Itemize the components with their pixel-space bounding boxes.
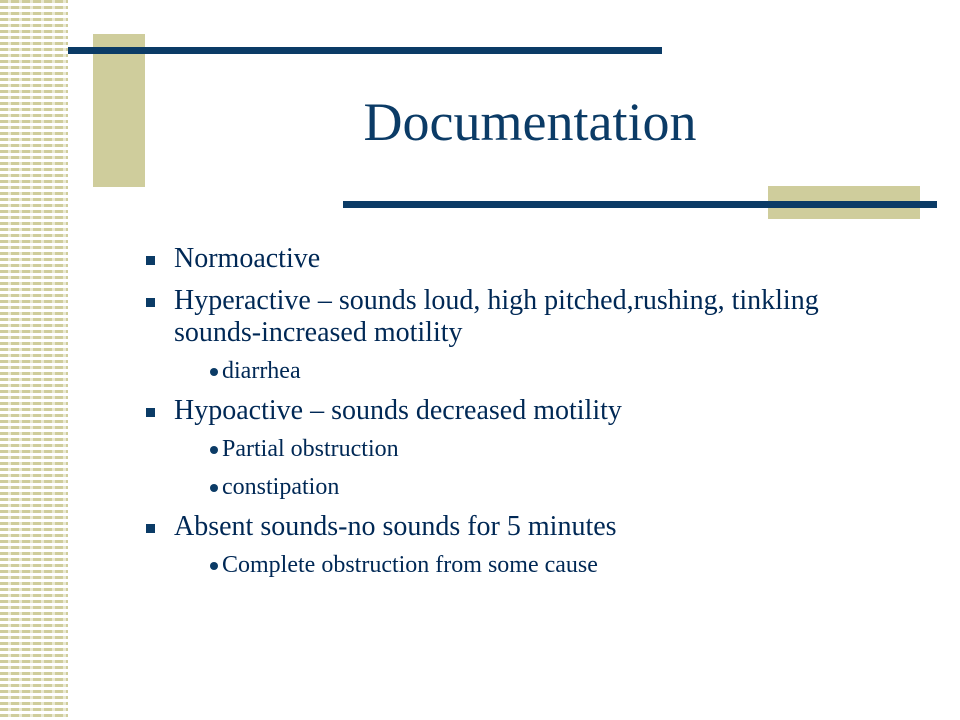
bullet-text: Hyperactive – sounds loud, high pitched,rushing, tinkling sounds-increased motility xyxy=(174,285,819,348)
sub-bullet-item xyxy=(174,435,910,463)
sub-bullet-item xyxy=(174,357,910,385)
square-bullet-icon xyxy=(146,408,155,417)
bullet-list xyxy=(140,243,910,589)
sub-bullet-list xyxy=(174,551,910,579)
sub-bullet-text: constipation xyxy=(222,474,340,500)
round-bullet-icon xyxy=(210,368,218,376)
bullet-item xyxy=(140,285,910,385)
bullet-item xyxy=(140,243,910,275)
sub-bullet-text: diarrhea xyxy=(222,358,301,384)
right-accent-line xyxy=(343,201,937,208)
bullet-text: Normoactive xyxy=(174,243,321,274)
top-accent-line xyxy=(68,47,662,54)
bullet-text: Absent sounds-no sounds for 5 minutes xyxy=(174,511,617,542)
sub-bullet-list xyxy=(174,435,910,501)
bullet-item xyxy=(140,511,910,579)
left-stripe-decoration xyxy=(0,0,68,720)
sub-bullet-text: Partial obstruction xyxy=(222,436,399,462)
top-accent-block xyxy=(93,34,145,187)
sub-bullet-text: Complete obstruction from some cause xyxy=(222,552,598,578)
slide-title: Documentation xyxy=(363,92,697,152)
bullet-text: Hypoactive – sounds decreased motility xyxy=(174,395,622,426)
square-bullet-icon xyxy=(146,298,155,307)
sub-bullet-item xyxy=(174,551,910,579)
round-bullet-icon xyxy=(210,562,218,570)
round-bullet-icon xyxy=(210,446,218,454)
sub-bullet-item xyxy=(174,473,910,501)
round-bullet-icon xyxy=(210,484,218,492)
sub-bullet-list xyxy=(174,357,910,385)
square-bullet-icon xyxy=(146,524,155,533)
square-bullet-icon xyxy=(146,256,155,265)
bullet-item xyxy=(140,395,910,501)
